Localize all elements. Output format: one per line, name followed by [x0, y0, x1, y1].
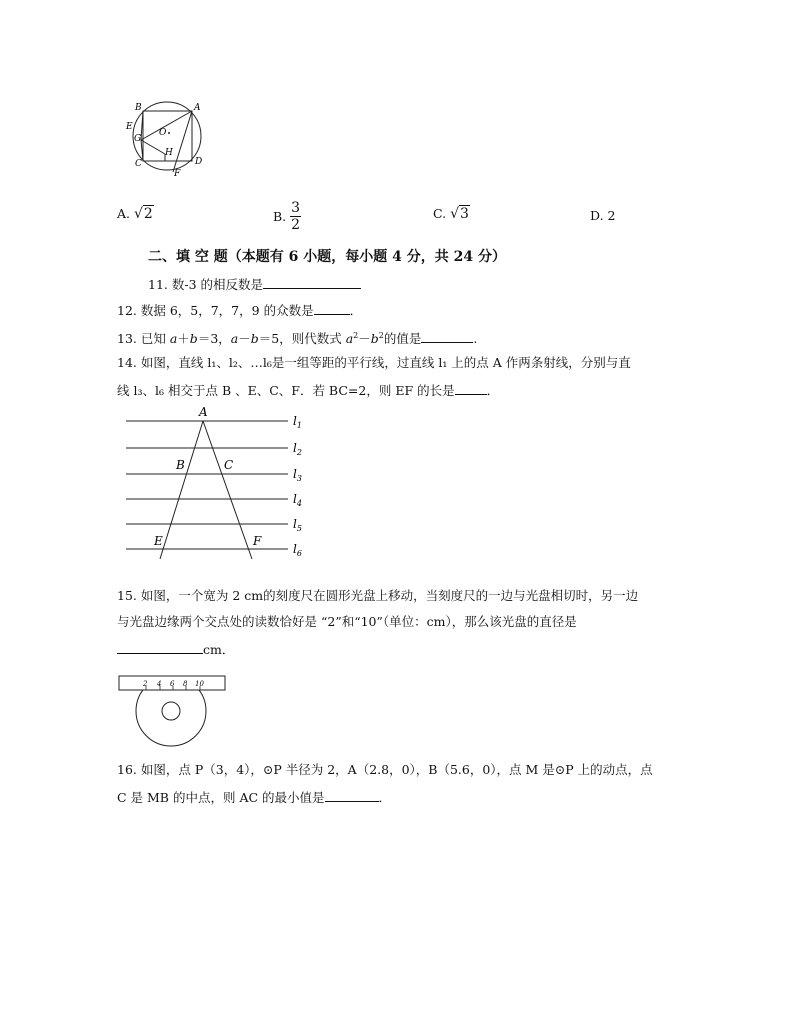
answer-blank[interactable]: [314, 302, 350, 315]
line-label-5: $l_5$: [293, 517, 302, 533]
question-14-line2: 线 l₃、l₆ 相交于点 B 、E、C、F．若 BC=2，则 EF 的长是 ．: [117, 383, 500, 398]
point-B: B: [176, 458, 185, 472]
label-C: C: [135, 159, 142, 169]
line-label-2: $l_2$: [293, 441, 302, 457]
q10-circle-figure: [120, 98, 212, 180]
q10-option-a: [117, 206, 154, 222]
radicand: 3: [460, 206, 469, 222]
point-A: A: [199, 405, 208, 419]
label-O: O: [159, 128, 167, 138]
question-text: 12. 数据 6，5，7，7，9 的众数是: [117, 303, 314, 318]
ruler-tick-2: 2: [143, 680, 148, 688]
question-text: 11. 数-3 的相反数是: [148, 277, 264, 292]
label-D: D: [195, 157, 203, 167]
answer-blank[interactable]: [263, 276, 361, 289]
section-heading: 二、填 空 题（本题有 6 小题，每小题 4 分，共 24 分）: [148, 249, 506, 265]
answer-blank[interactable]: [455, 382, 487, 395]
label-E: E: [126, 122, 133, 132]
q15-ruler-disc-figure: [115, 672, 230, 754]
q14-parallel-lines-figure: [118, 402, 318, 562]
line-label-4: $l_4$: [293, 492, 302, 508]
line-label-3: $l_3$: [293, 467, 302, 483]
label-B: B: [135, 103, 142, 113]
question-11: [148, 276, 361, 293]
numerator: 3: [291, 200, 301, 216]
option-letter: C.: [433, 206, 447, 221]
question-13: 13. 已知 a＋b＝3，a－b＝5，则代数式 $a^2-b^2$的值是 .: [117, 331, 478, 347]
label-H: H: [165, 148, 173, 158]
sqrt-symbol: √2: [134, 206, 153, 222]
question-15-line2: 与光盘边缘两个交点处的读数恰好是 “2”和“10”（单位：cm），那么该光盘的直径是: [117, 614, 577, 629]
question-14-line1: 14. 如图，直线 l₁、l₂、…l₆是一组等距的平行线，过直线 l₁ 上的点 A 作两条射线，分别与直: [117, 355, 631, 370]
q10-option-c: [433, 206, 470, 222]
option-letter: B.: [273, 209, 287, 224]
answer-blank[interactable]: [325, 789, 379, 802]
sqrt-symbol: √3: [450, 206, 469, 222]
q10-option-d: [590, 208, 616, 223]
option-value: 2: [607, 208, 616, 223]
question-15-line3: cm．: [117, 641, 234, 658]
ruler-tick-4: 4: [157, 680, 162, 688]
option-letter: A.: [117, 206, 131, 221]
question-16-line2: C 是 MB 的中点，则 AC 的最小值是 ．: [117, 790, 392, 805]
fraction: [290, 200, 301, 233]
label-A: A: [194, 103, 201, 113]
option-letter: D.: [590, 208, 604, 223]
answer-blank[interactable]: [117, 641, 203, 654]
ruler-tick-8: 8: [183, 680, 188, 688]
question-12: 12. 数据 6，5，7，7，9 的众数是 ．: [117, 303, 363, 318]
line-label-1: $l_1$: [293, 414, 302, 430]
question-15-line1: 15. 如图，一个宽为 2 cm的刻度尺在圆形光盘上移动，当刻度尺的一边与光盘相切时，另一边: [117, 588, 639, 603]
radicand: 2: [143, 206, 153, 222]
label-F: F: [174, 169, 181, 179]
point-F: F: [253, 534, 262, 548]
ruler-tick-6: 6: [170, 680, 175, 688]
question-16-line1: 16. 如图，点 P（3，4），⊙P 半径为 2，A（2.8，0），B（5.6，0），点 M 是⊙P 上的动点，点: [117, 762, 653, 777]
ruler-tick-10: 10: [195, 680, 204, 688]
answer-blank[interactable]: [421, 330, 473, 343]
line-label-6: $l_6$: [293, 542, 302, 558]
point-E: E: [154, 534, 163, 548]
label-G: G: [134, 134, 142, 144]
point-C: C: [224, 458, 234, 472]
q10-option-b: [273, 200, 301, 233]
denominator: 2: [291, 217, 301, 233]
